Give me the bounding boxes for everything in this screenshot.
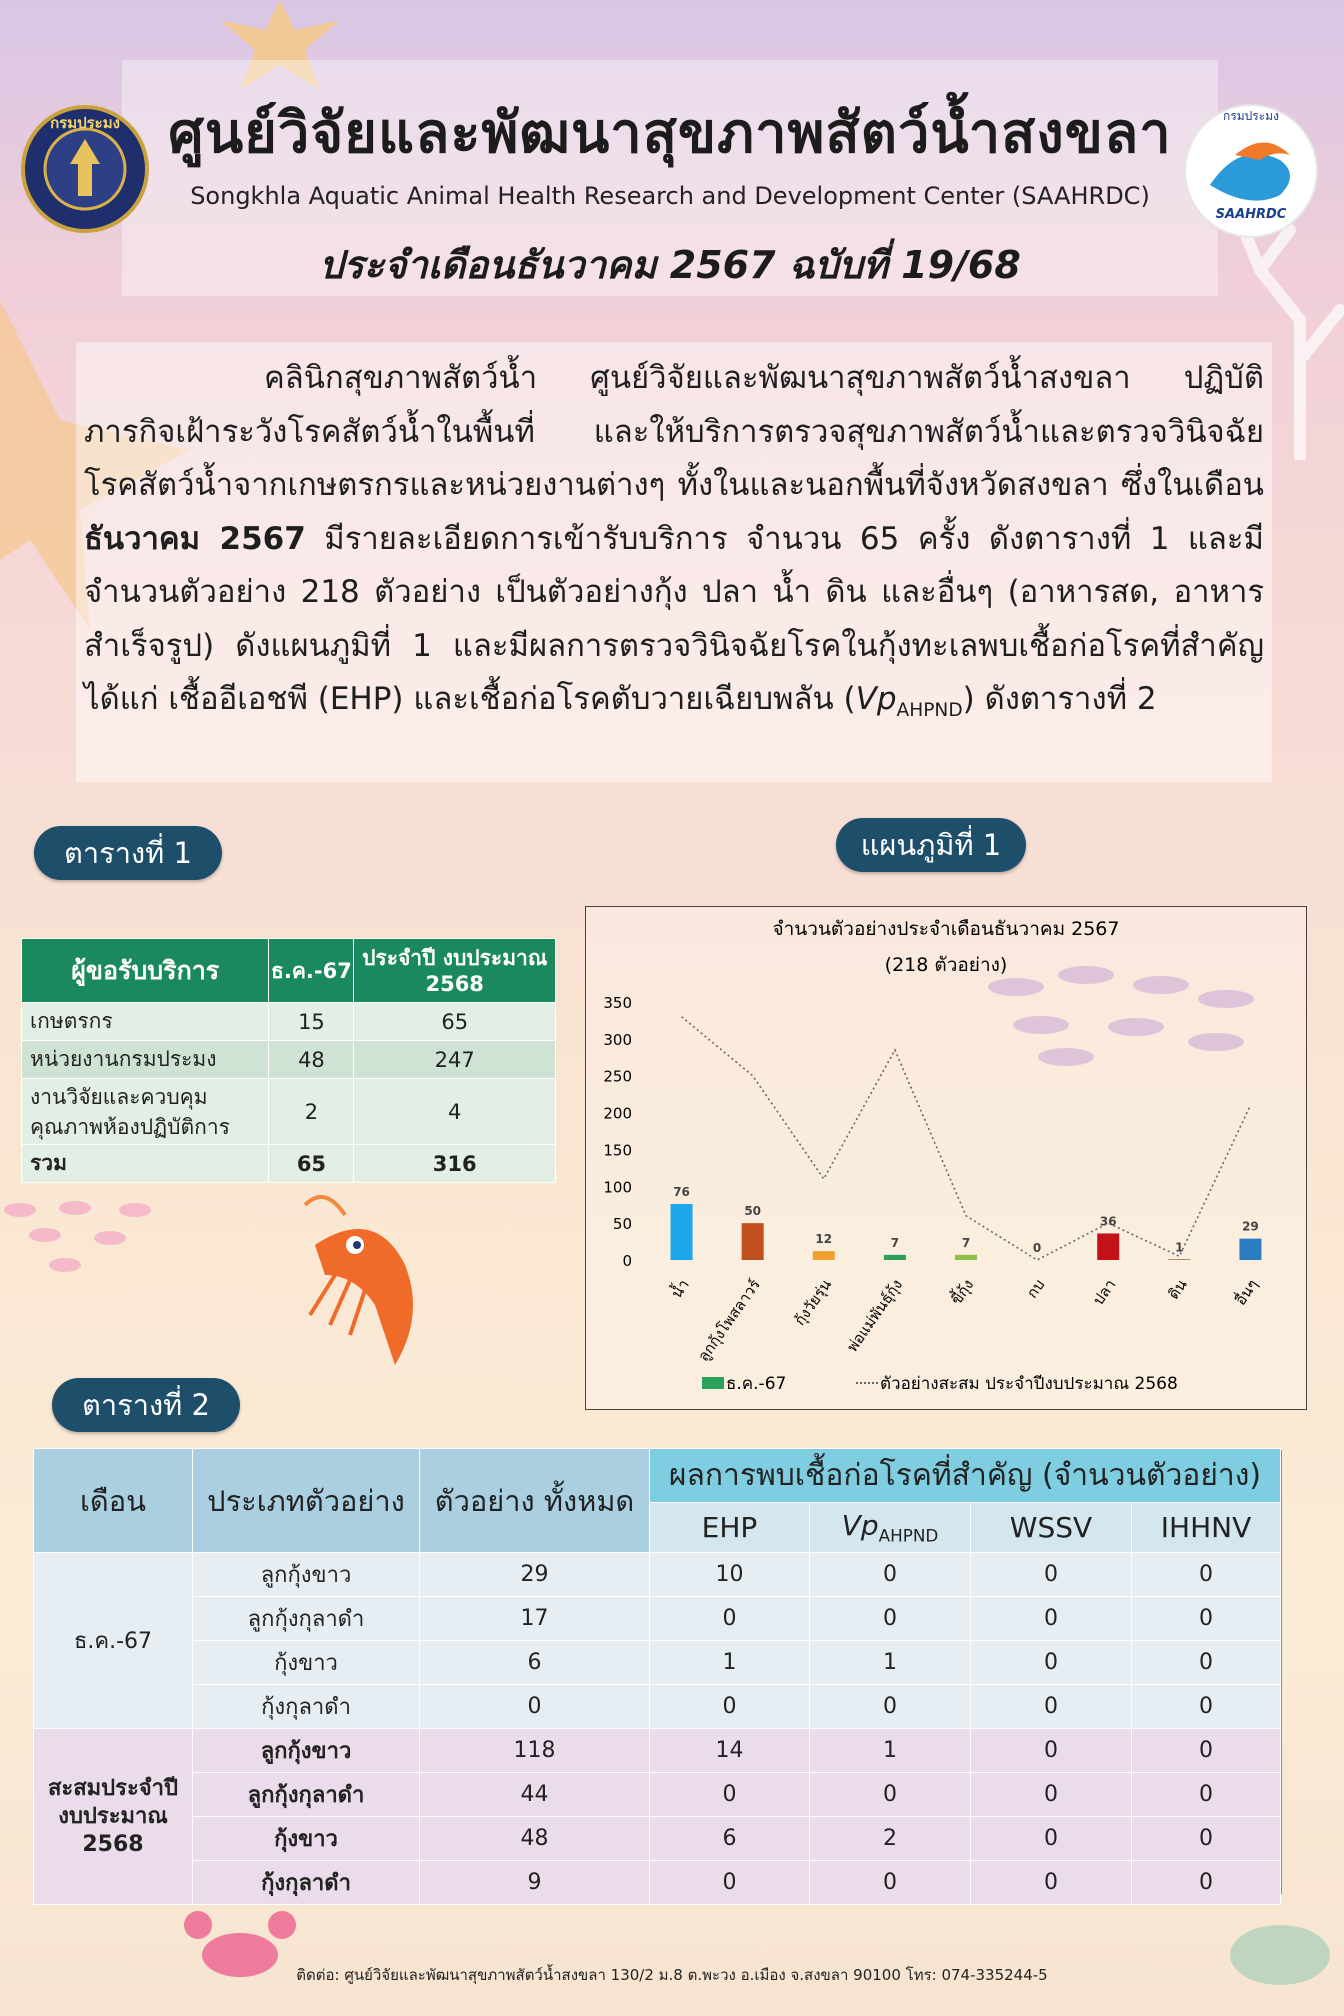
row-vp: 0	[810, 1685, 971, 1729]
client-name: หน่วยงานกรมประมง	[22, 1041, 269, 1079]
table-row	[22, 1079, 556, 1145]
row-wssv: 0	[971, 1861, 1132, 1905]
footer-contact: ติดต่อ: ศูนย์วิจัยและพัฒนาสุขภาพสัตว์น้ำสงขลา 130/2 ม.8 ต.พะวง อ.เมือง จ.สงขลา 90100 โทร: 074-335244-5	[296, 1966, 1048, 1984]
client-month: 48	[269, 1041, 354, 1079]
total-month: 65	[269, 1145, 354, 1183]
row-type: กุ้งกุลาดำ	[193, 1861, 420, 1905]
bar-value-label: 29	[1242, 1219, 1259, 1234]
bar-น้ำ	[671, 1204, 693, 1260]
col-results: ผลการพบเชื้อก่อโรคที่สำคัญ (จำนวนตัวอย่าง)	[650, 1449, 1281, 1503]
row-ehp: 0	[650, 1861, 810, 1905]
x-tick-label: อื่นๆ	[1231, 1275, 1262, 1309]
x-tick-label: กบ	[1022, 1275, 1049, 1302]
table1-label: ตารางที่ 1	[34, 826, 222, 880]
row-vp: 1	[810, 1729, 971, 1773]
row-type: กุ้งกุลาดำ	[193, 1685, 420, 1729]
fish-decoration	[988, 966, 1254, 1066]
table-row	[34, 1861, 1281, 1905]
page-subtitle-en: Songkhla Aquatic Animal Health Research and Development Center (SAAHRDC)	[190, 182, 1150, 210]
row-ehp: 14	[650, 1729, 810, 1773]
col-type: ประเภทตัวอย่าง	[193, 1449, 420, 1553]
y-tick-label: 150	[603, 1141, 632, 1160]
bar-กุ้งวัยรุ่น	[813, 1251, 835, 1260]
pathogen-table	[33, 1448, 1281, 1905]
x-tick-label: ขี้กุ้ง	[947, 1275, 978, 1309]
col-vp	[810, 1503, 971, 1553]
row-vp: 0	[810, 1773, 971, 1817]
col-total: ตัวอย่าง ทั้งหมด	[420, 1449, 650, 1553]
client-year: 4	[354, 1079, 556, 1145]
row-ehp: 10	[650, 1553, 810, 1597]
intro-vp: Vp	[855, 681, 897, 717]
logo-name-text: SAAHRDC	[1215, 207, 1287, 222]
bar-value-label: 36	[1099, 1214, 1117, 1229]
col-ehp: EHP	[650, 1503, 810, 1553]
shrimp-illustration	[285, 1185, 450, 1380]
col-vp-label: Vp	[841, 1509, 879, 1543]
page-title: ศูนย์วิจัยและพัฒนาสุขภาพสัตว์น้ำสงขลา	[168, 101, 1172, 166]
row-ihhnv: 0	[1132, 1861, 1281, 1905]
row-wssv: 0	[971, 1773, 1132, 1817]
col-client: ผู้ขอรับบริการ	[22, 939, 269, 1003]
row-ihhnv: 0	[1132, 1729, 1281, 1773]
total-year: 316	[354, 1145, 556, 1183]
row-wssv: 0	[971, 1729, 1132, 1773]
row-type: ลูกกุ้งขาว	[193, 1729, 420, 1773]
row-type: ลูกกุ้งกุลาดำ	[193, 1597, 420, 1641]
table-row-total	[22, 1145, 556, 1183]
x-tick-label: น้ำ	[667, 1275, 693, 1302]
row-total: 9	[420, 1861, 650, 1905]
intro-text-2: มีรายละเอียดการเข้ารับบริการ จำนวน 65 ครั้ง ดังตารางที่ 1 และมีจำนวนตัวอย่าง 218 ตัวอย่าง เป็นตัวอย่างกุ้ง ปลา น้ำ ดิน และอื่นๆ (อาหารสด, อาหารสำเร็จรูป) ดังแผนภูมิที่ 1 และมีผลการตรวจวินิจฉัยโรคในกุ้งทะเลพบเชื้อก่อโรคที่สำคัญ ได้แก่ เชื้ออีเอชพี (EHP) และเชื้อก่อโรคตับวายเฉียบพลัน (	[84, 520, 1264, 717]
bar-value-label: 0	[1032, 1241, 1042, 1255]
col-month: ธ.ค.-67	[269, 939, 354, 1003]
row-total: 6	[420, 1641, 650, 1685]
sample-chart	[585, 906, 1307, 1410]
table-row	[34, 1597, 1281, 1641]
row-wssv: 0	[971, 1685, 1132, 1729]
bar-value-label: 7	[890, 1235, 900, 1250]
table-row	[22, 1041, 556, 1079]
table-row	[34, 1553, 1281, 1597]
intro-text-3: ) ดังตารางที่ 2	[962, 681, 1157, 717]
row-ihhnv: 0	[1132, 1641, 1281, 1685]
table-row	[34, 1817, 1281, 1861]
row-type: กุ้งขาว	[193, 1817, 420, 1861]
client-year: 247	[354, 1041, 556, 1079]
y-tick-label: 50	[612, 1215, 632, 1234]
row-vp: 0	[810, 1553, 971, 1597]
cumulative-line	[682, 1017, 1251, 1260]
logo-top-text: กรมประมง	[1223, 109, 1279, 123]
y-tick-label: 0	[622, 1252, 632, 1270]
chart-svg	[586, 907, 1306, 1409]
col-vp-sub: AHPND	[878, 1525, 939, 1546]
y-tick-label: 350	[603, 994, 632, 1012]
row-ehp: 0	[650, 1773, 810, 1817]
col-ihhnv: IHHNV	[1132, 1503, 1281, 1553]
row-type: กุ้งขาว	[193, 1641, 420, 1685]
x-tick-label: ลูกกุ้งโพสลาวร์	[694, 1275, 764, 1365]
table-row	[22, 1003, 556, 1041]
row-total: 44	[420, 1773, 650, 1817]
x-tick-label: กุ้งวัยรุ่น	[790, 1275, 836, 1329]
group-label: ธ.ค.-67	[34, 1553, 193, 1729]
saahrdc-logo	[1180, 100, 1322, 242]
client-month: 15	[269, 1003, 354, 1041]
issue-label: ประจำเดือนธันวาคม 2567 ฉบับที่ 19/68	[319, 243, 1021, 287]
group-label: สะสมประจำปี งบประมาณ 2568	[34, 1729, 193, 1905]
chart-subtitle: (218 ตัวอย่าง)	[884, 954, 1008, 976]
row-vp: 2	[810, 1817, 971, 1861]
row-wssv: 0	[971, 1817, 1132, 1861]
row-ehp: 0	[650, 1685, 810, 1729]
row-ehp: 6	[650, 1817, 810, 1861]
table-row	[34, 1685, 1281, 1729]
col-year: ประจำปี งบประมาณ 2568	[354, 939, 556, 1003]
y-tick-label: 200	[603, 1104, 632, 1123]
client-name: งานวิจัยและควบคุมคุณภาพห้องปฏิบัติการ	[22, 1079, 269, 1145]
row-total: 118	[420, 1729, 650, 1773]
bar-ลูกกุ้งโพสลาวร์	[742, 1223, 764, 1260]
row-ihhnv: 0	[1132, 1817, 1281, 1861]
intro-text-1: คลินิกสุขภาพสัตว์น้ำ ศูนย์วิจัยและพัฒนาสุขภาพสัตว์น้ำสงขลา ปฏิบัติภารกิจเฝ้าระวังโรคสัตว์น้ำในพื้นที่ และให้บริการตรวจสุขภาพสัตว์น้ำและตรวจวินิจฉัยโรคสัตว์น้ำจากเกษตรกรและหน่วยงานต่างๆ ทั้งในและนอกพื้นที่จังหวัดสงขลา ซึ่งในเดือน	[84, 360, 1264, 503]
row-ihhnv: 0	[1132, 1685, 1281, 1729]
bar-ขี้กุ้ง	[955, 1255, 977, 1260]
row-vp: 0	[810, 1861, 971, 1905]
x-tick-label: ปลา	[1089, 1275, 1120, 1309]
client-year: 65	[354, 1003, 556, 1041]
intro-paragraph	[84, 352, 1264, 738]
intro-month-bold: ธันวาคม 2567	[84, 520, 306, 557]
y-tick-label: 250	[603, 1067, 632, 1086]
row-ihhnv: 0	[1132, 1553, 1281, 1597]
legend-bar-swatch	[702, 1377, 724, 1389]
row-type: ลูกกุ้งขาว	[193, 1553, 420, 1597]
x-tick-label: ดิน	[1164, 1275, 1191, 1303]
row-total: 29	[420, 1553, 650, 1597]
bar-value-label: 1	[1175, 1240, 1184, 1255]
bar-พ่อแม่พันธุ์กุ้ง	[884, 1255, 906, 1260]
x-tick-label: พ่อแม่พันธุ์กุ้ง	[843, 1275, 907, 1356]
row-ehp: 1	[650, 1641, 810, 1685]
chart-title: จำนวนตัวอย่างประจำเดือนธันวาคม 2567	[772, 918, 1120, 940]
table-row	[34, 1729, 1281, 1773]
bar-value-label: 12	[815, 1232, 833, 1247]
client-month: 2	[269, 1079, 354, 1145]
row-vp: 1	[810, 1641, 971, 1685]
col-wssv: WSSV	[971, 1503, 1132, 1553]
row-total: 48	[420, 1817, 650, 1861]
table-row	[34, 1773, 1281, 1817]
row-total: 17	[420, 1597, 650, 1641]
row-ihhnv: 0	[1132, 1597, 1281, 1641]
fish-school-decoration	[0, 1190, 200, 1280]
y-tick-label: 300	[603, 1030, 632, 1049]
seal-text: กรมประมง	[50, 114, 120, 132]
bar-value-label: 7	[961, 1235, 971, 1250]
total-label: รวม	[22, 1145, 269, 1183]
legend-line-label: ตัวอย่างสะสม ประจำปีงบประมาณ 2568	[880, 1374, 1178, 1394]
row-wssv: 0	[971, 1553, 1132, 1597]
row-ehp: 0	[650, 1597, 810, 1641]
bar-value-label: 76	[673, 1184, 690, 1199]
row-ihhnv: 0	[1132, 1773, 1281, 1817]
service-table	[21, 938, 556, 1183]
row-type: ลูกกุ้งกุลาดำ	[193, 1773, 420, 1817]
row-wssv: 0	[971, 1641, 1132, 1685]
bar-ปลา	[1097, 1233, 1119, 1260]
table2-label: ตารางที่ 2	[52, 1378, 240, 1432]
chart1-label: แผนภูมิที่ 1	[836, 818, 1026, 872]
col-month: เดือน	[34, 1449, 193, 1553]
bar-อื่นๆ	[1239, 1239, 1261, 1260]
table-row	[34, 1641, 1281, 1685]
y-tick-label: 100	[603, 1178, 632, 1197]
legend-bar-label: ธ.ค.-67	[726, 1374, 787, 1394]
client-name: เกษตรกร	[22, 1003, 269, 1041]
bar-ดิน	[1168, 1259, 1190, 1260]
row-vp: 0	[810, 1597, 971, 1641]
bar-value-label: 50	[744, 1204, 762, 1219]
row-total: 0	[420, 1685, 650, 1729]
row-wssv: 0	[971, 1597, 1132, 1641]
intro-vp-sub: AHPND	[896, 700, 963, 722]
